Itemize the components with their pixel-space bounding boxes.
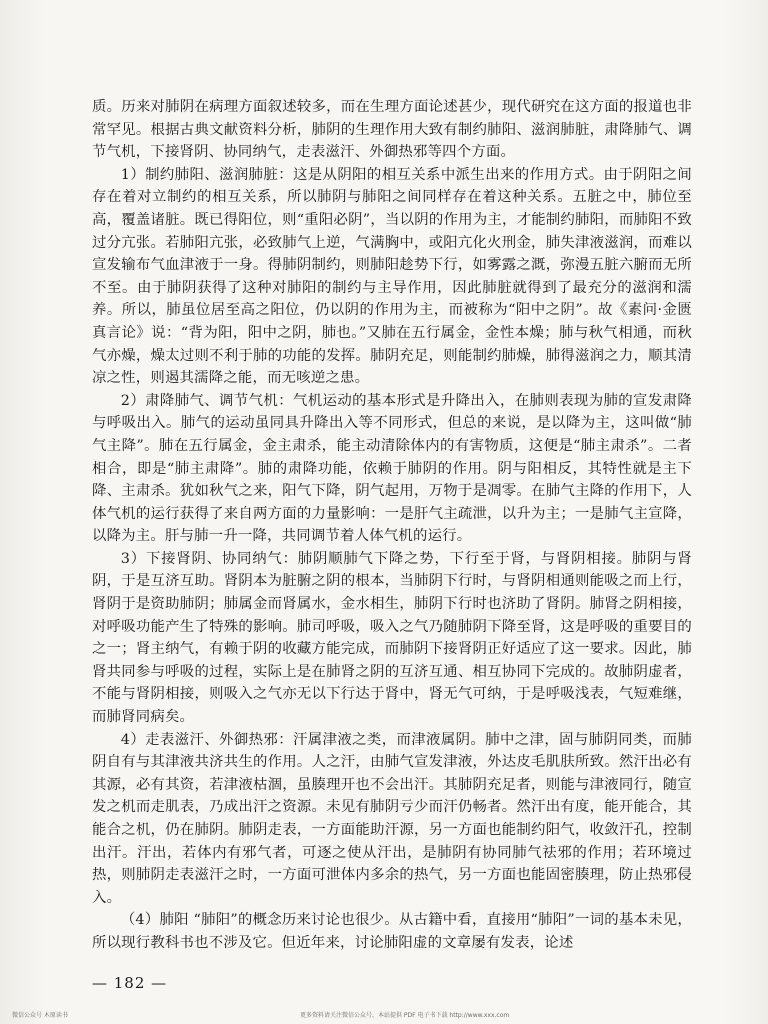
paragraph: （4）肺阳 “肺阳”的概念历来讨论也很少。从古籍中看，直接用“肺阳”一词的基本未见，所以现行教科书也不涉及它。但近年来，讨论肺阳虚的文章屡有发表，论述 — [92, 912, 692, 951]
footer — [0, 1000, 768, 1024]
footer-center-text: 更多资料请关注微信公众号，本站提供 PDF 电子书下载 http://www.xxx.com — [300, 1012, 510, 1019]
paragraph: 2）肃降肺气、调节气机：气机运动的基本形式是升降出入，在肺则表现为肺的宣发肃降与呼吸出入。肺气的运动虽同具升降出入等不同形式，但总的来说，是以降为主，这叫做“肺气主降”。肺在五行属金，金主肃杀，能主动清除体内的有害物质，这便是“肺主肃杀”。二者相合，即是“肺主肃降”。肺的肃降功能，依赖于肺阴的作用。阴与阳相反，其特性就是主下降、主肃杀。犹如秋气之来，阳气下降，阴气起用，万物于是凋零。在肺气主降的作用下，人体气机的运行获得了来自两方面的力量影响：一是肝气主疏泄，以升为主；一是肺气主宣降，以降为主。肝与肺一升一降，共同调节着人体气机的运行。 — [92, 392, 692, 545]
body-text — [92, 96, 692, 955]
page-number: — 182 — — [92, 974, 168, 992]
footer-left-text: 微信公众号 木原读书 — [12, 1012, 68, 1019]
paragraph: 4）走表滋汗、外御热邪：汗属津液之类，而津液属阴。肺中之津，固与肺阴同类，而肺阴自有与其津液共济共生的作用。人之汗，由肺气宣发津液，外达皮毛肌肤所致。然汗出必有其源，必有其资，若津液枯涸，虽腠理开也不会出汗。其肺阴充足者，则能与津液同行，随宣发之机而走肌表，乃成出汗之资源。未见有肺阴亏少而汗仍畅者。然汗出有度，能开能合，其能合之机，仍在肺阴。肺阴走表，一方面能助汗源，另一方面也能制约阳气，收敛汗孔，控制出汗。汗出，若体内有邪气者，可逐之使从汗出，是肺阴有协同肺气祛邪的作用；若环境过热，则肺阴走表滋汗之时，一方面可泄体内多余的热气，另一方面也能固密腠理，防止热邪侵入。 — [92, 731, 692, 906]
paragraph: 1）制约肺阳、滋润肺脏：这是从阴阳的相互关系中派生出来的作用方式。由于阴阳之间存在着对立制约的相互关系，所以肺阴与肺阳之间同样存在着这种关系。五脏之中，肺位至高，覆盖诸脏。既已得阳位，则“重阳必阴”，当以阴的作用为主，才能制约肺阳，而肺阳不致过分亢张。若肺阳亢张，必致肺气上逆，气满胸中，或阳亢化火刑金，肺失津液滋润，而难以宣发输布气血津液于一身。得肺阴制约，则肺阳趁势下行，如雾露之溉，弥漫五脏六腑而无所不至。由于肺阴获得了这种对肺阳的制约与主导作用，因此肺脏就得到了最充分的滋润和濡养。所以，肺虽位居至高之阳位，仍以阴的作用为主，而被称为“阳中之阴”。故《素问·金匮真言论》说：“背为阳，阳中之阴，肺也。”又肺在五行属金，金性本燥；肺与秋气相通，而秋气亦燥，燥太过则不利于肺的功能的发挥。肺阴充足，则能制约肺燥，肺得滋润之力，顺其清凉之性，则遏其濡降之能，而无咳逆之患。 — [92, 166, 692, 387]
paragraph: 3）下接肾阴、协同纳气：肺阴顺肺气下降之势，下行至于肾，与肾阴相接。肺阴与肾阴，于是互济互助。肾阴本为脏腑之阴的根本，当肺阴下行时，与肾阴相通则能吸之而上行，肾阴于是资助肺阴；肺属金而肾属水，金水相生，肺阴下行时也济助了肾阴。肺肾之阴相接，对呼吸功能产生了特殊的影响。肺司呼吸，吸入之气乃随肺阴下降至肾，这是呼吸的重要目的之一；肾主纳气，有赖于阴的收藏方能完成，而肺阴下接肾阴正好适应了这一要求。因此，肺肾共同参与呼吸的过程，实际上是在肺肾之阴的互济互通、相互协同下完成的。故肺阴虚者，不能与肾阴相接，则吸入之气亦无以下行达于肾中，肾无气可纳，于是呼吸浅表，气短难继，而肺肾同病矣。 — [92, 550, 692, 726]
paragraph: 质。历来对肺阴在病理方面叙述较多，而在生理方面论述甚少，现代研究在这方面的报道也非常罕见。根据古典文献资料分析，肺阴的生理作用大致有制约肺阳、滋润肺脏，肃降肺气、调节气机，下接肾阴、协同纳气，走表滋汗、外御热邪等四个方面。 — [92, 99, 692, 161]
